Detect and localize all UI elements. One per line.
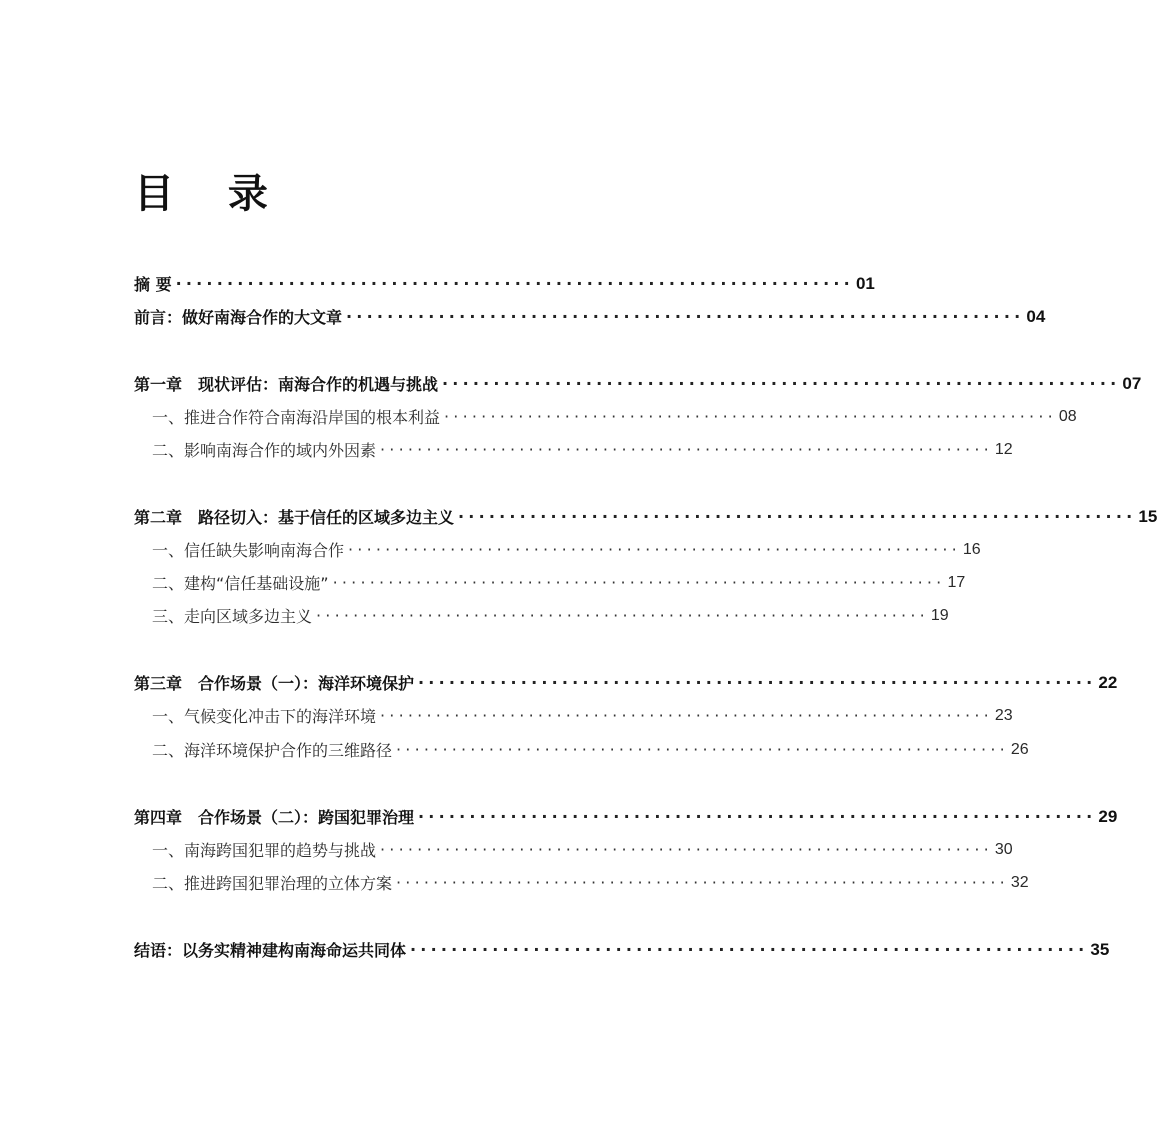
toc-entry-label: 二、影响南海合作的域内外因素 [152,441,377,460]
toc-entry-chapter-4[interactable] [134,800,1118,833]
toc-entry-label: 第一章 现状评估：南海合作的机遇与挑战 [134,375,439,394]
toc-entry-section[interactable] [134,599,949,632]
toc-entry-label: 一、气候变化冲击下的海洋环境 [152,707,377,726]
toc-page-number: 12 [994,440,1013,458]
page-title: 目 录 [134,171,288,217]
dot-leader: ·································································· [348,540,961,559]
dot-leader: ·································································· [410,940,1089,959]
dot-leader: ·································································· [396,740,1009,759]
dot-leader: ·································································· [418,807,1097,826]
toc-entry-label: 二、建构“信任基础设施” [152,574,329,593]
dot-leader: ·································································· [316,606,929,625]
toc-entry-section[interactable] [134,699,1013,732]
toc-entry-chapter-3[interactable] [134,666,1118,699]
dot-leader: ·································································· [458,507,1137,526]
toc-page-number: 29 [1098,806,1118,826]
toc-page-number: 35 [1090,939,1110,959]
dot-leader: ·································································· [380,706,993,725]
toc-entry-section[interactable] [134,833,1013,866]
dot-leader: ·································································· [346,307,1025,326]
dot-leader: ·································································· [380,440,993,459]
toc-entry-label: 三、走向区域多边主义 [152,607,313,626]
toc-page-number: 04 [1026,306,1046,326]
toc-entry-section[interactable] [134,733,1029,766]
dot-leader: ·································································· [418,673,1097,692]
toc-entry-chapter-2[interactable] [134,500,1157,533]
toc-entry-label: 二、推进跨国犯罪治理的立体方案 [152,874,393,893]
dot-leader: ·································································· [175,274,854,293]
toc-entry-section[interactable] [134,400,1077,433]
toc-entry-label: 二、海洋环境保护合作的三维路径 [152,741,393,760]
toc-entry-label: 前言：做好南海合作的大文章 [134,308,343,327]
toc-page-number: 01 [855,273,875,293]
toc-page-number: 08 [1058,407,1077,425]
toc-page-number: 15 [1138,506,1157,526]
toc-entry-preface[interactable] [134,300,1046,333]
toc-entry-label: 摘 要 [134,275,172,294]
toc-page-number: 07 [1122,373,1142,393]
dot-leader: ·································································· [444,407,1057,426]
toc-entry-section[interactable] [134,433,1013,466]
dot-leader: ·································································· [332,573,946,592]
toc-entry-label: 第二章 路径切入：基于信任的区域多边主义 [134,508,455,527]
toc-entry-label: 第三章 合作场景（一）：海洋环境保护 [134,674,415,693]
toc-entry-label: 结语：以务实精神建构南海命运共同体 [134,941,407,960]
toc-entry-label: 第四章 合作场景（二）：跨国犯罪治理 [134,808,415,827]
toc-page-number: 23 [994,706,1013,724]
toc-page-number: 30 [994,840,1013,858]
toc-entry-label: 一、南海跨国犯罪的趋势与挑战 [152,841,377,860]
dot-leader: ·································································· [396,873,1009,892]
toc-entry-section[interactable] [134,566,966,599]
dot-leader: ·································································· [380,840,993,859]
toc-page-number: 17 [947,573,966,591]
toc-entry-abstract[interactable] [134,267,875,300]
toc-page-number: 16 [962,540,981,558]
toc-entry-chapter-1[interactable] [134,367,1142,400]
toc-entry-conclusion[interactable] [134,933,1110,966]
toc-entry-label: 一、推进合作符合南海沿岸国的根本利益 [152,408,441,427]
toc-entry-section[interactable] [134,866,1029,899]
dot-leader: ·································································· [442,374,1121,393]
toc-page-number: 19 [930,606,949,624]
toc-entry-label: 一、信任缺失影响南海合作 [152,541,345,560]
toc-page-number: 32 [1010,873,1029,891]
toc-page-number: 22 [1098,672,1118,692]
toc-entry-section[interactable] [134,533,981,566]
toc-page-number: 26 [1010,740,1029,758]
